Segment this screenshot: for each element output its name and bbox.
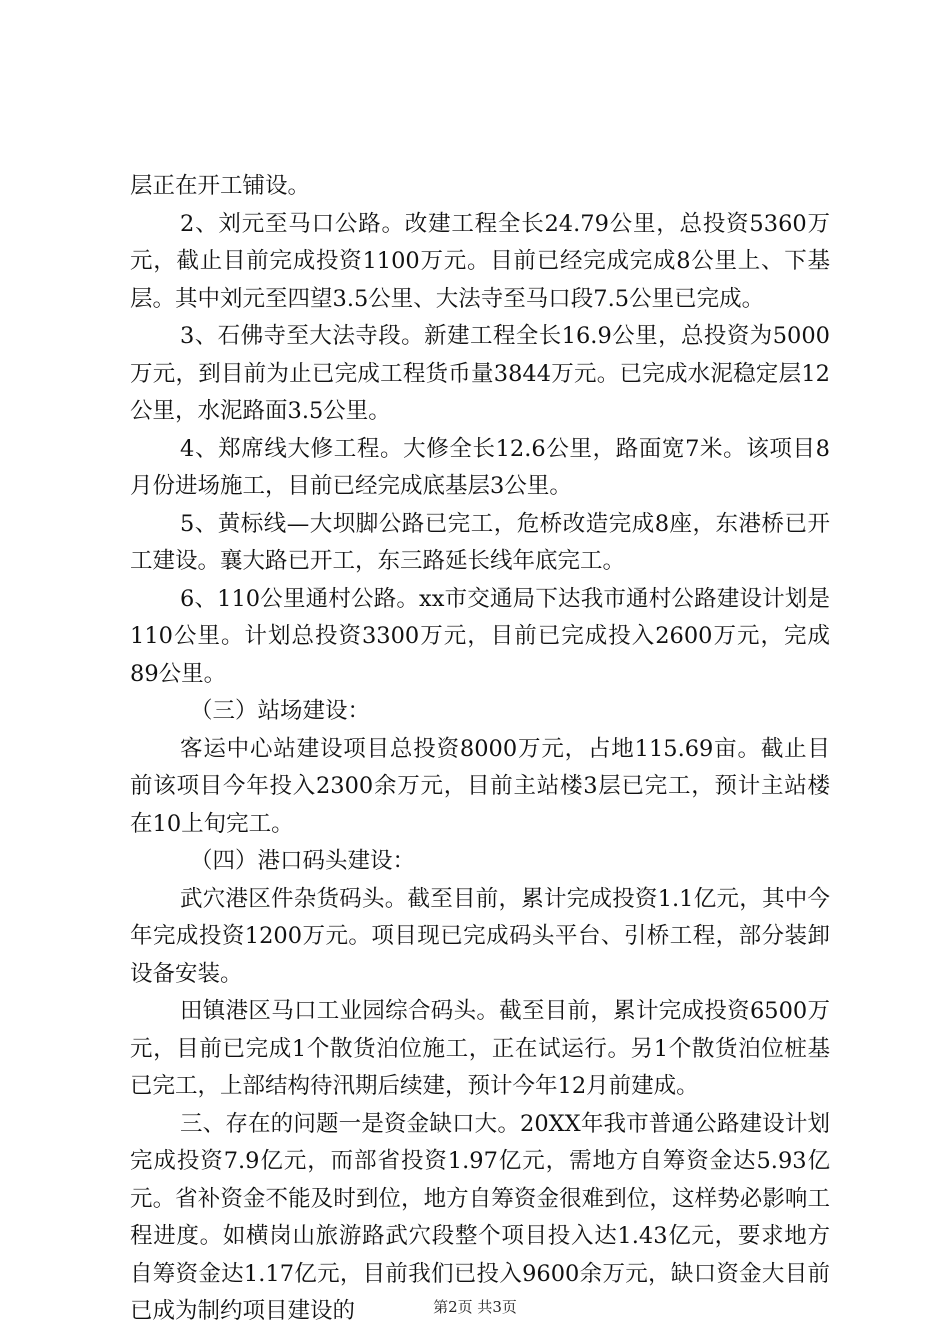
paragraph-item-6: 6、110公里通村公路。xx市交通局下达我市通村公路建设计划是110公里。计划总投资3300万元，目前已完成投入2600万元，完成89公里。 xyxy=(130,585,830,687)
page-footer xyxy=(0,1296,950,1317)
paragraph-item-4: 4、郑席线大修工程。大修全长12.6公里，路面宽7米。该项目8月份进场施工，目前已经完成底基层3公里。 xyxy=(130,435,830,499)
paragraph-station: 客运中心站建设项目总投资8000万元，占地115.69亩。截止目前该项目今年投入2300余万元，目前主站楼3层已完工，预计主站楼在10上旬完工。 xyxy=(130,735,830,837)
paragraph-item-2: 2、刘元至马口公路。改建工程全长24.79公里，总投资5360万元，截止目前完成投资1100万元。目前已经完成完成8公里上、下基层。其中刘元至四望3.5公里、大法寺至马口段7.5公里已完成。 xyxy=(130,210,830,312)
section-heading-station: （三）站场建设： xyxy=(190,698,371,724)
paragraph-port-wuxue: 武穴港区件杂货码头。截至目前，累计完成投资1.1亿元，其中今年完成投资1200万元。项目现已完成码头平台、引桥工程，部分装卸设备安装。 xyxy=(130,885,830,987)
paragraph-continuation: 层正在开工铺设。 xyxy=(130,173,311,199)
document-body xyxy=(130,168,830,1331)
paragraph-port-tianzhen: 田镇港区马口工业园综合码头。截至目前，累计完成投资6500万元，目前已完成1个散货泊位施工，正在试运行。另1个散货泊位桩基已完工，上部结构待汛期后续建，预计今年12月前建成。 xyxy=(130,998,830,1099)
paragraph-problems: 三、存在的问题一是资金缺口大。20XX年我市普通公路建设计划完成投资7.9亿元，而部省投资1.97亿元，需地方自筹资金达5.93亿元。省补资金不能及时到位，地方自筹资金很难到位，这样势必影响工程进度。如横岗山旅游路武穴段整个项目投入达1.43亿元，要求地方自筹资金达1.17亿元，目前我们已投入9600余万元，缺口资金大目前已成为制约项目建设的 xyxy=(130,1110,830,1324)
section-heading-port: （四）港口码头建设： xyxy=(190,848,416,874)
paragraph-item-5: 5、黄标线—大坝脚公路已完工，危桥改造完成8座，东港桥已开工建设。襄大路已开工，东三路延长线年底完工。 xyxy=(130,510,830,574)
paragraph-item-3: 3、石佛寺至大法寺段。新建工程全长16.9公里，总投资为5000万元，到目前为止已完成工程货币量3844万元。已完成水泥稳定层12公里，水泥路面3.5公里。 xyxy=(130,323,830,424)
page-number-label: 第2页 共3页 xyxy=(433,1298,517,1316)
